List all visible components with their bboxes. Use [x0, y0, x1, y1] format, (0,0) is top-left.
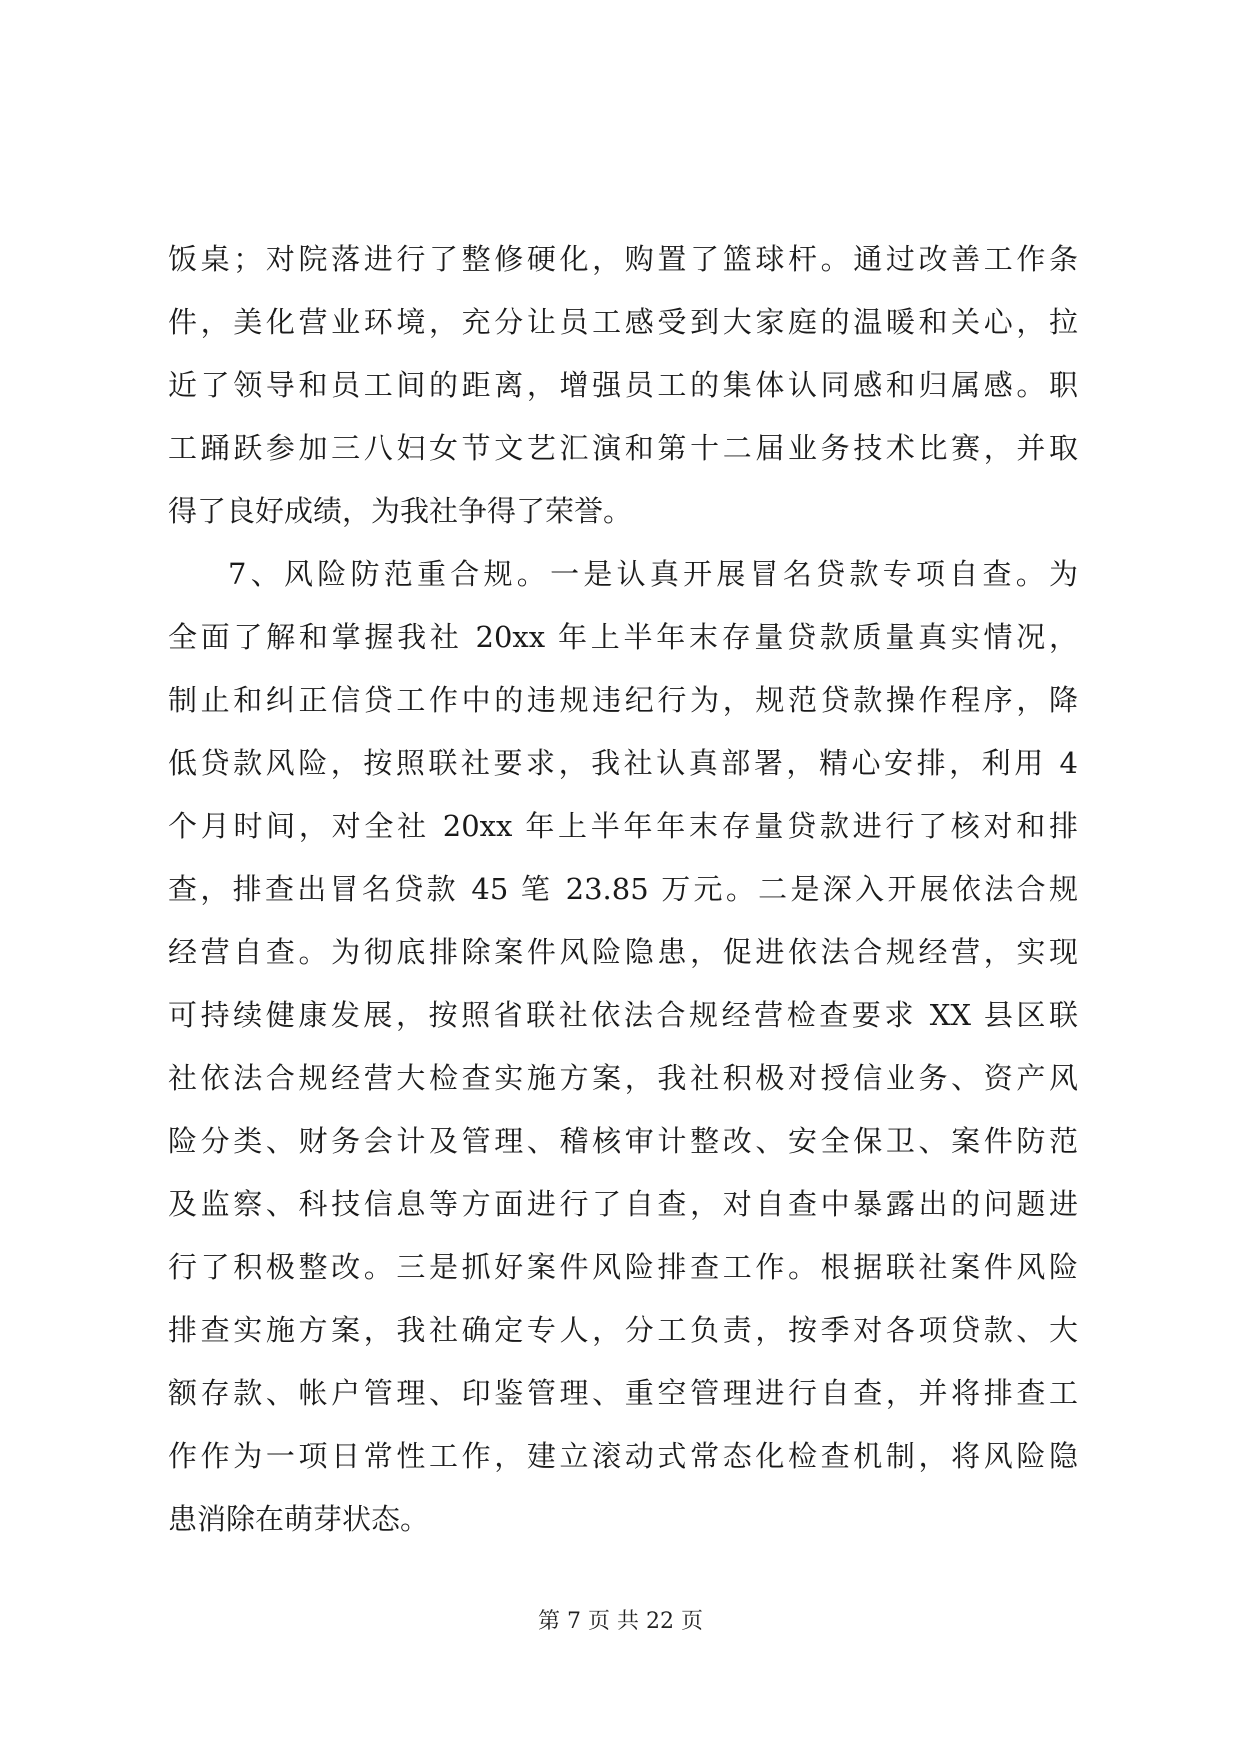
text-line: 饭桌；对院落进行了整修硬化，购置了篮球杆。通过改善工作条	[168, 242, 1078, 276]
text-line: 查，排查出冒名贷款 45 笔 23.85 万元。二是深入开展依法合规	[168, 872, 1078, 906]
text-line: 制止和纠正信贷工作中的违规违纪行为，规范贷款操作程序，降	[168, 683, 1078, 717]
text-line: 额存款、帐户管理、印鉴管理、重空管理进行自查，并将排查工	[168, 1376, 1078, 1410]
text-line: 件，美化营业环境，充分让员工感受到大家庭的温暖和关心，拉	[168, 305, 1078, 339]
text-line: 7、风险防范重合规。一是认真开展冒名贷款专项自查。为	[228, 557, 1078, 591]
text-line: 可持续健康发展，按照省联社依法合规经营检查要求 XX 县区联	[168, 998, 1078, 1032]
text-line: 患消除在萌芽状态。	[168, 1502, 430, 1536]
text-line: 险分类、财务会计及管理、稽核审计整改、安全保卫、案件防范	[168, 1124, 1078, 1158]
text-line: 及监察、科技信息等方面进行了自查，对自查中暴露出的问题进	[168, 1187, 1078, 1221]
text-line: 近了领导和员工间的距离，增强员工的集体认同感和归属感。职	[168, 368, 1078, 402]
text-line: 全面了解和掌握我社 20xx 年上半年末存量贷款质量真实情况，	[168, 620, 1078, 654]
text-line: 排查实施方案，我社确定专人，分工负责，按季对各项贷款、大	[168, 1313, 1078, 1347]
text-line: 低贷款风险，按照联社要求，我社认真部署，精心安排，利用 4	[168, 746, 1078, 780]
text-line: 社依法合规经营大检查实施方案，我社积极对授信业务、资产风	[168, 1061, 1078, 1095]
page-footer: 第 7 页 共 22 页	[538, 1609, 703, 1634]
text-line: 作作为一项日常性工作，建立滚动式常态化检查机制，将风险隐	[168, 1439, 1078, 1473]
text-line: 经营自查。为彻底排除案件风险隐患，促进依法合规经营，实现	[168, 935, 1078, 969]
body-text	[168, 228, 1078, 1551]
text-line: 工踊跃参加三八妇女节文艺汇演和第十二届业务技术比赛，并取	[168, 431, 1078, 465]
text-line: 个月时间，对全社 20xx 年上半年年末存量贷款进行了核对和排	[168, 809, 1078, 843]
text-line: 得了良好成绩，为我社争得了荣誉。	[168, 494, 633, 528]
text-line: 行了积极整改。三是抓好案件风险排查工作。根据联社案件风险	[168, 1250, 1078, 1284]
